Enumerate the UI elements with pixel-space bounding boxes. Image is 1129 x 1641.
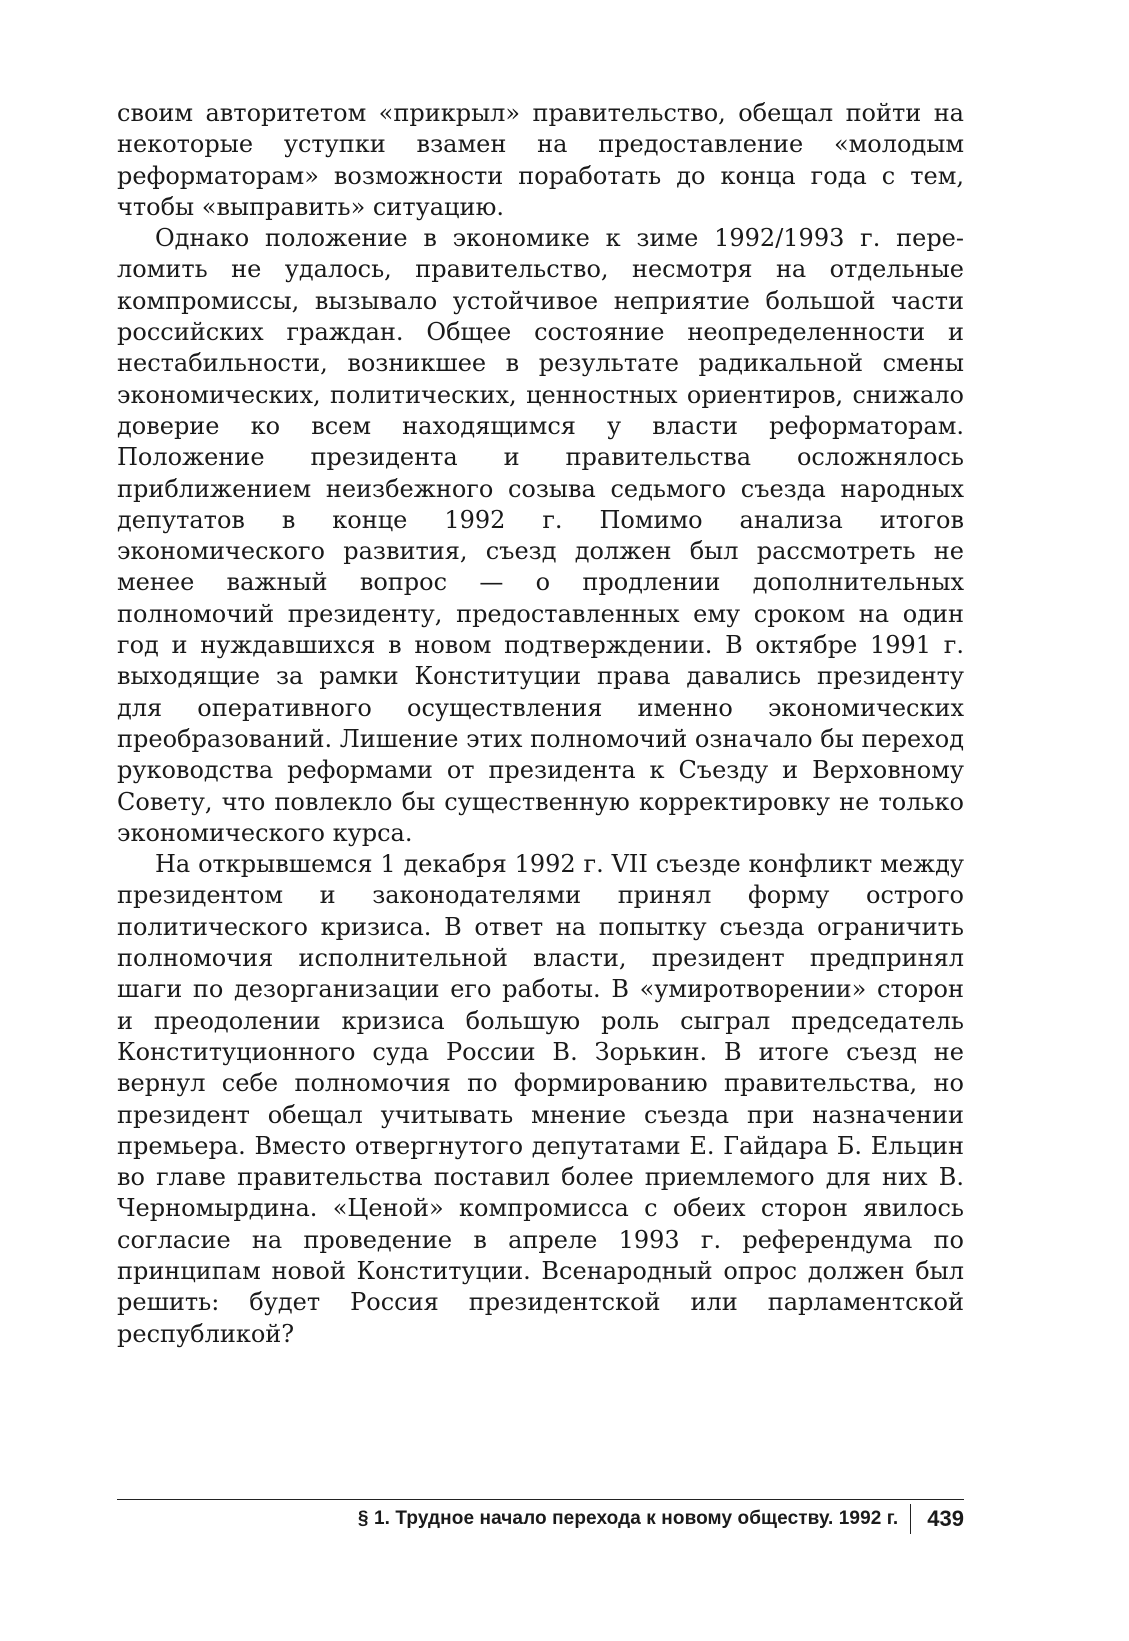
paragraph: На открывшемся 1 декабря 1992 г. VII съезде конфликт между президентом и законодателями принял форму острого политического кризиса. В ответ на попытку съезда ограничить полномочия исполнительной власти, президент предпринял шаги по дезорганизации его работы. В «умиротворении» сторон и преодолении кризиса большую роль сыграл председатель Конституционного суда России В. Зорькин. В итоге съезд не вернул себе полномочия по формированию правительства, но президент обещал учитывать мнение съезда при назначении премьера. Вместо отвергнутого депутатами Е. Гайдара Б. Ельцин во главе правительства поставил более приемлемого для них В. Черномырдина. «Ценой» компромисса с обеих сторон явилось согласие на проведение в апреле 1993 г. референдума по принципам новой Конституции. Всенародный опрос должен был решить: будет Россия президентской или парламентской республикой? [117,850,964,1348]
footer-separator [910,1504,911,1534]
page-footer [358,1504,964,1534]
paragraph-continued: своим авторитетом «прикрыл» правительство, обещал пойти на некоторые уступки взамен на предоставление «молодым реформаторам» возможности поработать до конца года с тем, чтобы «выправить» ситуацию. [117,99,964,221]
body-text [117,98,964,1350]
footer-rule [117,1499,964,1500]
running-head: § 1. Трудное начало перехода к новому обществу. 1992 г. [357,1508,899,1529]
paragraph: Однако положение в экономике к зиме 1992/1993 г. переломить не удалось, правительство, несмотря на отдельные компромиссы, вызывало устойчивое неприятие большой части российских граждан. Общее состояние неопределенности и нестабильности, возникшее в результате радикальной смены экономических, политических, ценностных ориентиров, снижало доверие ко всем находящимся у власти реформаторам. Положение президента и правительства осложнялось приближением неизбежного созыва седьмого съезда народных депутатов в конце 1992 г. Помимо анализа итогов экономического развития, съезд должен был рассмотреть не менее важный вопрос — о продлении дополнительных полномочий президенту, предоставленных ему сроком на один год и нуждавшихся в новом подтверждении. В октябре 1991 г. выходящие за рамки Конституции права давались президенту для оперативного осуществления именно экономических преобразований. Лишение этих полномочий означало бы переход руководства реформами от президента к Съезду и Верховному Совету, что повлекло бы существенную корректировку не только экономического курса. [117,224,964,847]
page-number: 439 [927,1506,964,1531]
